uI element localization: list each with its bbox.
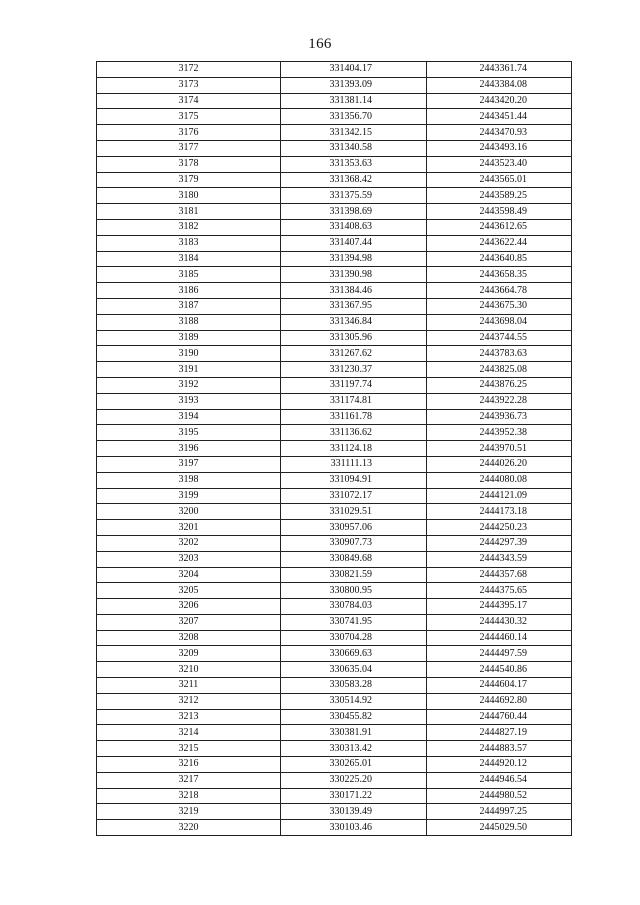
- y-coordinate-cell: 2444497.59: [427, 646, 572, 662]
- table-row: [97, 93, 572, 109]
- point-number-cell: 3174: [97, 93, 281, 109]
- x-coordinate-cell: 330313.42: [281, 741, 427, 757]
- table-row: [97, 614, 572, 630]
- table-row: [97, 488, 572, 504]
- x-coordinate-cell: 330957.06: [281, 520, 427, 536]
- y-coordinate-cell: 2443936.73: [427, 409, 572, 425]
- table-row: [97, 472, 572, 488]
- table-row: [97, 330, 572, 346]
- table-row: [97, 62, 572, 78]
- point-number-cell: 3187: [97, 298, 281, 314]
- table-row: [97, 109, 572, 125]
- table-row: [97, 362, 572, 378]
- point-number-cell: 3199: [97, 488, 281, 504]
- x-coordinate-cell: 331407.44: [281, 235, 427, 251]
- x-coordinate-cell: 331340.58: [281, 140, 427, 156]
- x-coordinate-cell: 331111.13: [281, 456, 427, 472]
- table-row: [97, 219, 572, 235]
- point-number-cell: 3191: [97, 362, 281, 378]
- x-coordinate-cell: 331342.15: [281, 125, 427, 141]
- x-coordinate-cell: 331393.09: [281, 77, 427, 93]
- point-number-cell: 3178: [97, 156, 281, 172]
- x-coordinate-cell: 331072.17: [281, 488, 427, 504]
- y-coordinate-cell: 2443675.30: [427, 298, 572, 314]
- point-number-cell: 3197: [97, 456, 281, 472]
- x-coordinate-cell: 331353.63: [281, 156, 427, 172]
- point-number-cell: 3203: [97, 551, 281, 567]
- y-coordinate-cell: 2444343.59: [427, 551, 572, 567]
- y-coordinate-cell: 2444460.14: [427, 630, 572, 646]
- point-number-cell: 3220: [97, 820, 281, 836]
- x-coordinate-cell: 330381.91: [281, 725, 427, 741]
- table-row: [97, 535, 572, 551]
- y-coordinate-cell: 2444297.39: [427, 535, 572, 551]
- table-row: [97, 646, 572, 662]
- point-number-cell: 3193: [97, 393, 281, 409]
- table-row: [97, 693, 572, 709]
- table-row: [97, 520, 572, 536]
- x-coordinate-cell: 330821.59: [281, 567, 427, 583]
- x-coordinate-cell: 330265.01: [281, 757, 427, 773]
- point-number-cell: 3173: [97, 77, 281, 93]
- x-coordinate-cell: 331381.14: [281, 93, 427, 109]
- y-coordinate-cell: 2443361.74: [427, 62, 572, 78]
- table-row: [97, 235, 572, 251]
- y-coordinate-cell: 2444173.18: [427, 504, 572, 520]
- point-number-cell: 3195: [97, 425, 281, 441]
- x-coordinate-cell: 330583.28: [281, 678, 427, 694]
- coordinates-table: [96, 61, 572, 836]
- y-coordinate-cell: 2444540.86: [427, 662, 572, 678]
- y-coordinate-cell: 2444827.19: [427, 725, 572, 741]
- y-coordinate-cell: 2443612.65: [427, 219, 572, 235]
- x-coordinate-cell: 330635.04: [281, 662, 427, 678]
- x-coordinate-cell: 330225.20: [281, 772, 427, 788]
- point-number-cell: 3189: [97, 330, 281, 346]
- point-number-cell: 3211: [97, 678, 281, 694]
- table-row: [97, 504, 572, 520]
- table-row: [97, 125, 572, 141]
- table-row: [97, 251, 572, 267]
- y-coordinate-cell: 2444980.52: [427, 788, 572, 804]
- x-coordinate-cell: 331136.62: [281, 425, 427, 441]
- y-coordinate-cell: 2444250.23: [427, 520, 572, 536]
- table-row: [97, 140, 572, 156]
- point-number-cell: 3208: [97, 630, 281, 646]
- y-coordinate-cell: 2444883.57: [427, 741, 572, 757]
- x-coordinate-cell: 330103.46: [281, 820, 427, 836]
- point-number-cell: 3207: [97, 614, 281, 630]
- point-number-cell: 3210: [97, 662, 281, 678]
- table-row: [97, 567, 572, 583]
- y-coordinate-cell: 2443876.25: [427, 377, 572, 393]
- table-row: [97, 725, 572, 741]
- x-coordinate-cell: 331384.46: [281, 283, 427, 299]
- y-coordinate-cell: 2443598.49: [427, 204, 572, 220]
- x-coordinate-cell: 330455.82: [281, 709, 427, 725]
- x-coordinate-cell: 330704.28: [281, 630, 427, 646]
- x-coordinate-cell: 331267.62: [281, 346, 427, 362]
- x-coordinate-cell: 331367.95: [281, 298, 427, 314]
- y-coordinate-cell: 2444080.08: [427, 472, 572, 488]
- table-row: [97, 788, 572, 804]
- point-number-cell: 3190: [97, 346, 281, 362]
- table-row: [97, 583, 572, 599]
- x-coordinate-cell: 330907.73: [281, 535, 427, 551]
- y-coordinate-cell: 2443565.01: [427, 172, 572, 188]
- y-coordinate-cell: 2443622.44: [427, 235, 572, 251]
- y-coordinate-cell: 2443825.08: [427, 362, 572, 378]
- point-number-cell: 3176: [97, 125, 281, 141]
- x-coordinate-cell: 331094.91: [281, 472, 427, 488]
- y-coordinate-cell: 2443970.51: [427, 441, 572, 457]
- x-coordinate-cell: 331161.78: [281, 409, 427, 425]
- x-coordinate-cell: 331174.81: [281, 393, 427, 409]
- coordinates-table-body: [97, 62, 572, 836]
- y-coordinate-cell: 2443640.85: [427, 251, 572, 267]
- x-coordinate-cell: 330784.03: [281, 599, 427, 615]
- point-number-cell: 3192: [97, 377, 281, 393]
- point-number-cell: 3206: [97, 599, 281, 615]
- table-row: [97, 77, 572, 93]
- x-coordinate-cell: 330139.49: [281, 804, 427, 820]
- point-number-cell: 3201: [97, 520, 281, 536]
- point-number-cell: 3175: [97, 109, 281, 125]
- table-row: [97, 678, 572, 694]
- point-number-cell: 3218: [97, 788, 281, 804]
- table-row: [97, 599, 572, 615]
- x-coordinate-cell: 331375.59: [281, 188, 427, 204]
- point-number-cell: 3182: [97, 219, 281, 235]
- x-coordinate-cell: 331390.98: [281, 267, 427, 283]
- point-number-cell: 3194: [97, 409, 281, 425]
- x-coordinate-cell: 331368.42: [281, 172, 427, 188]
- y-coordinate-cell: 2444430.32: [427, 614, 572, 630]
- y-coordinate-cell: 2444121.09: [427, 488, 572, 504]
- table-row: [97, 709, 572, 725]
- y-coordinate-cell: 2443420.20: [427, 93, 572, 109]
- point-number-cell: 3217: [97, 772, 281, 788]
- point-number-cell: 3196: [97, 441, 281, 457]
- x-coordinate-cell: 331346.84: [281, 314, 427, 330]
- x-coordinate-cell: 330741.95: [281, 614, 427, 630]
- point-number-cell: 3172: [97, 62, 281, 78]
- x-coordinate-cell: 331124.18: [281, 441, 427, 457]
- page-number: 166: [308, 36, 332, 52]
- y-coordinate-cell: 2443470.93: [427, 125, 572, 141]
- table-row: [97, 804, 572, 820]
- table-row: [97, 441, 572, 457]
- point-number-cell: 3188: [97, 314, 281, 330]
- point-number-cell: 3205: [97, 583, 281, 599]
- y-coordinate-cell: 2444760.44: [427, 709, 572, 725]
- point-number-cell: 3183: [97, 235, 281, 251]
- x-coordinate-cell: 331029.51: [281, 504, 427, 520]
- table-row: [97, 204, 572, 220]
- table-row: [97, 156, 572, 172]
- y-coordinate-cell: 2443451.44: [427, 109, 572, 125]
- x-coordinate-cell: 331408.63: [281, 219, 427, 235]
- y-coordinate-cell: 2443922.28: [427, 393, 572, 409]
- point-number-cell: 3202: [97, 535, 281, 551]
- x-coordinate-cell: 331404.17: [281, 62, 427, 78]
- table-row: [97, 377, 572, 393]
- x-coordinate-cell: 331305.96: [281, 330, 427, 346]
- point-number-cell: 3215: [97, 741, 281, 757]
- x-coordinate-cell: 330800.95: [281, 583, 427, 599]
- table-row: [97, 267, 572, 283]
- table-row: [97, 772, 572, 788]
- y-coordinate-cell: 2443493.16: [427, 140, 572, 156]
- point-number-cell: 3181: [97, 204, 281, 220]
- point-number-cell: 3198: [97, 472, 281, 488]
- point-number-cell: 3214: [97, 725, 281, 741]
- table-row: [97, 393, 572, 409]
- x-coordinate-cell: 330171.22: [281, 788, 427, 804]
- y-coordinate-cell: 2443664.78: [427, 283, 572, 299]
- x-coordinate-cell: 330514.92: [281, 693, 427, 709]
- table-row: [97, 757, 572, 773]
- table-row: [97, 741, 572, 757]
- table-row: [97, 662, 572, 678]
- table-row: [97, 409, 572, 425]
- point-number-cell: 3185: [97, 267, 281, 283]
- y-coordinate-cell: 2444357.68: [427, 567, 572, 583]
- table-row: [97, 425, 572, 441]
- table-row: [97, 314, 572, 330]
- point-number-cell: 3179: [97, 172, 281, 188]
- x-coordinate-cell: 330849.68: [281, 551, 427, 567]
- point-number-cell: 3213: [97, 709, 281, 725]
- y-coordinate-cell: 2443384.08: [427, 77, 572, 93]
- point-number-cell: 3212: [97, 693, 281, 709]
- y-coordinate-cell: 2443952.38: [427, 425, 572, 441]
- x-coordinate-cell: 331398.69: [281, 204, 427, 220]
- y-coordinate-cell: 2444692.80: [427, 693, 572, 709]
- y-coordinate-cell: 2444997.25: [427, 804, 572, 820]
- point-number-cell: 3180: [97, 188, 281, 204]
- x-coordinate-cell: 331197.74: [281, 377, 427, 393]
- table-row: [97, 551, 572, 567]
- y-coordinate-cell: 2443658.35: [427, 267, 572, 283]
- y-coordinate-cell: 2444026.20: [427, 456, 572, 472]
- table-row: [97, 630, 572, 646]
- table-row: [97, 283, 572, 299]
- point-number-cell: 3204: [97, 567, 281, 583]
- table-row: [97, 298, 572, 314]
- table-row: [97, 820, 572, 836]
- y-coordinate-cell: 2444395.17: [427, 599, 572, 615]
- point-number-cell: 3186: [97, 283, 281, 299]
- table-row: [97, 456, 572, 472]
- x-coordinate-cell: 330669.63: [281, 646, 427, 662]
- y-coordinate-cell: 2443744.55: [427, 330, 572, 346]
- table-row: [97, 346, 572, 362]
- point-number-cell: 3184: [97, 251, 281, 267]
- y-coordinate-cell: 2444604.17: [427, 678, 572, 694]
- x-coordinate-cell: 331394.98: [281, 251, 427, 267]
- y-coordinate-cell: 2444946.54: [427, 772, 572, 788]
- point-number-cell: 3209: [97, 646, 281, 662]
- point-number-cell: 3219: [97, 804, 281, 820]
- table-row: [97, 188, 572, 204]
- table-row: [97, 172, 572, 188]
- y-coordinate-cell: 2445029.50: [427, 820, 572, 836]
- x-coordinate-cell: 331356.70: [281, 109, 427, 125]
- y-coordinate-cell: 2443698.04: [427, 314, 572, 330]
- point-number-cell: 3177: [97, 140, 281, 156]
- y-coordinate-cell: 2444375.65: [427, 583, 572, 599]
- x-coordinate-cell: 331230.37: [281, 362, 427, 378]
- y-coordinate-cell: 2443783.63: [427, 346, 572, 362]
- y-coordinate-cell: 2443589.25: [427, 188, 572, 204]
- y-coordinate-cell: 2443523.40: [427, 156, 572, 172]
- y-coordinate-cell: 2444920.12: [427, 757, 572, 773]
- point-number-cell: 3216: [97, 757, 281, 773]
- point-number-cell: 3200: [97, 504, 281, 520]
